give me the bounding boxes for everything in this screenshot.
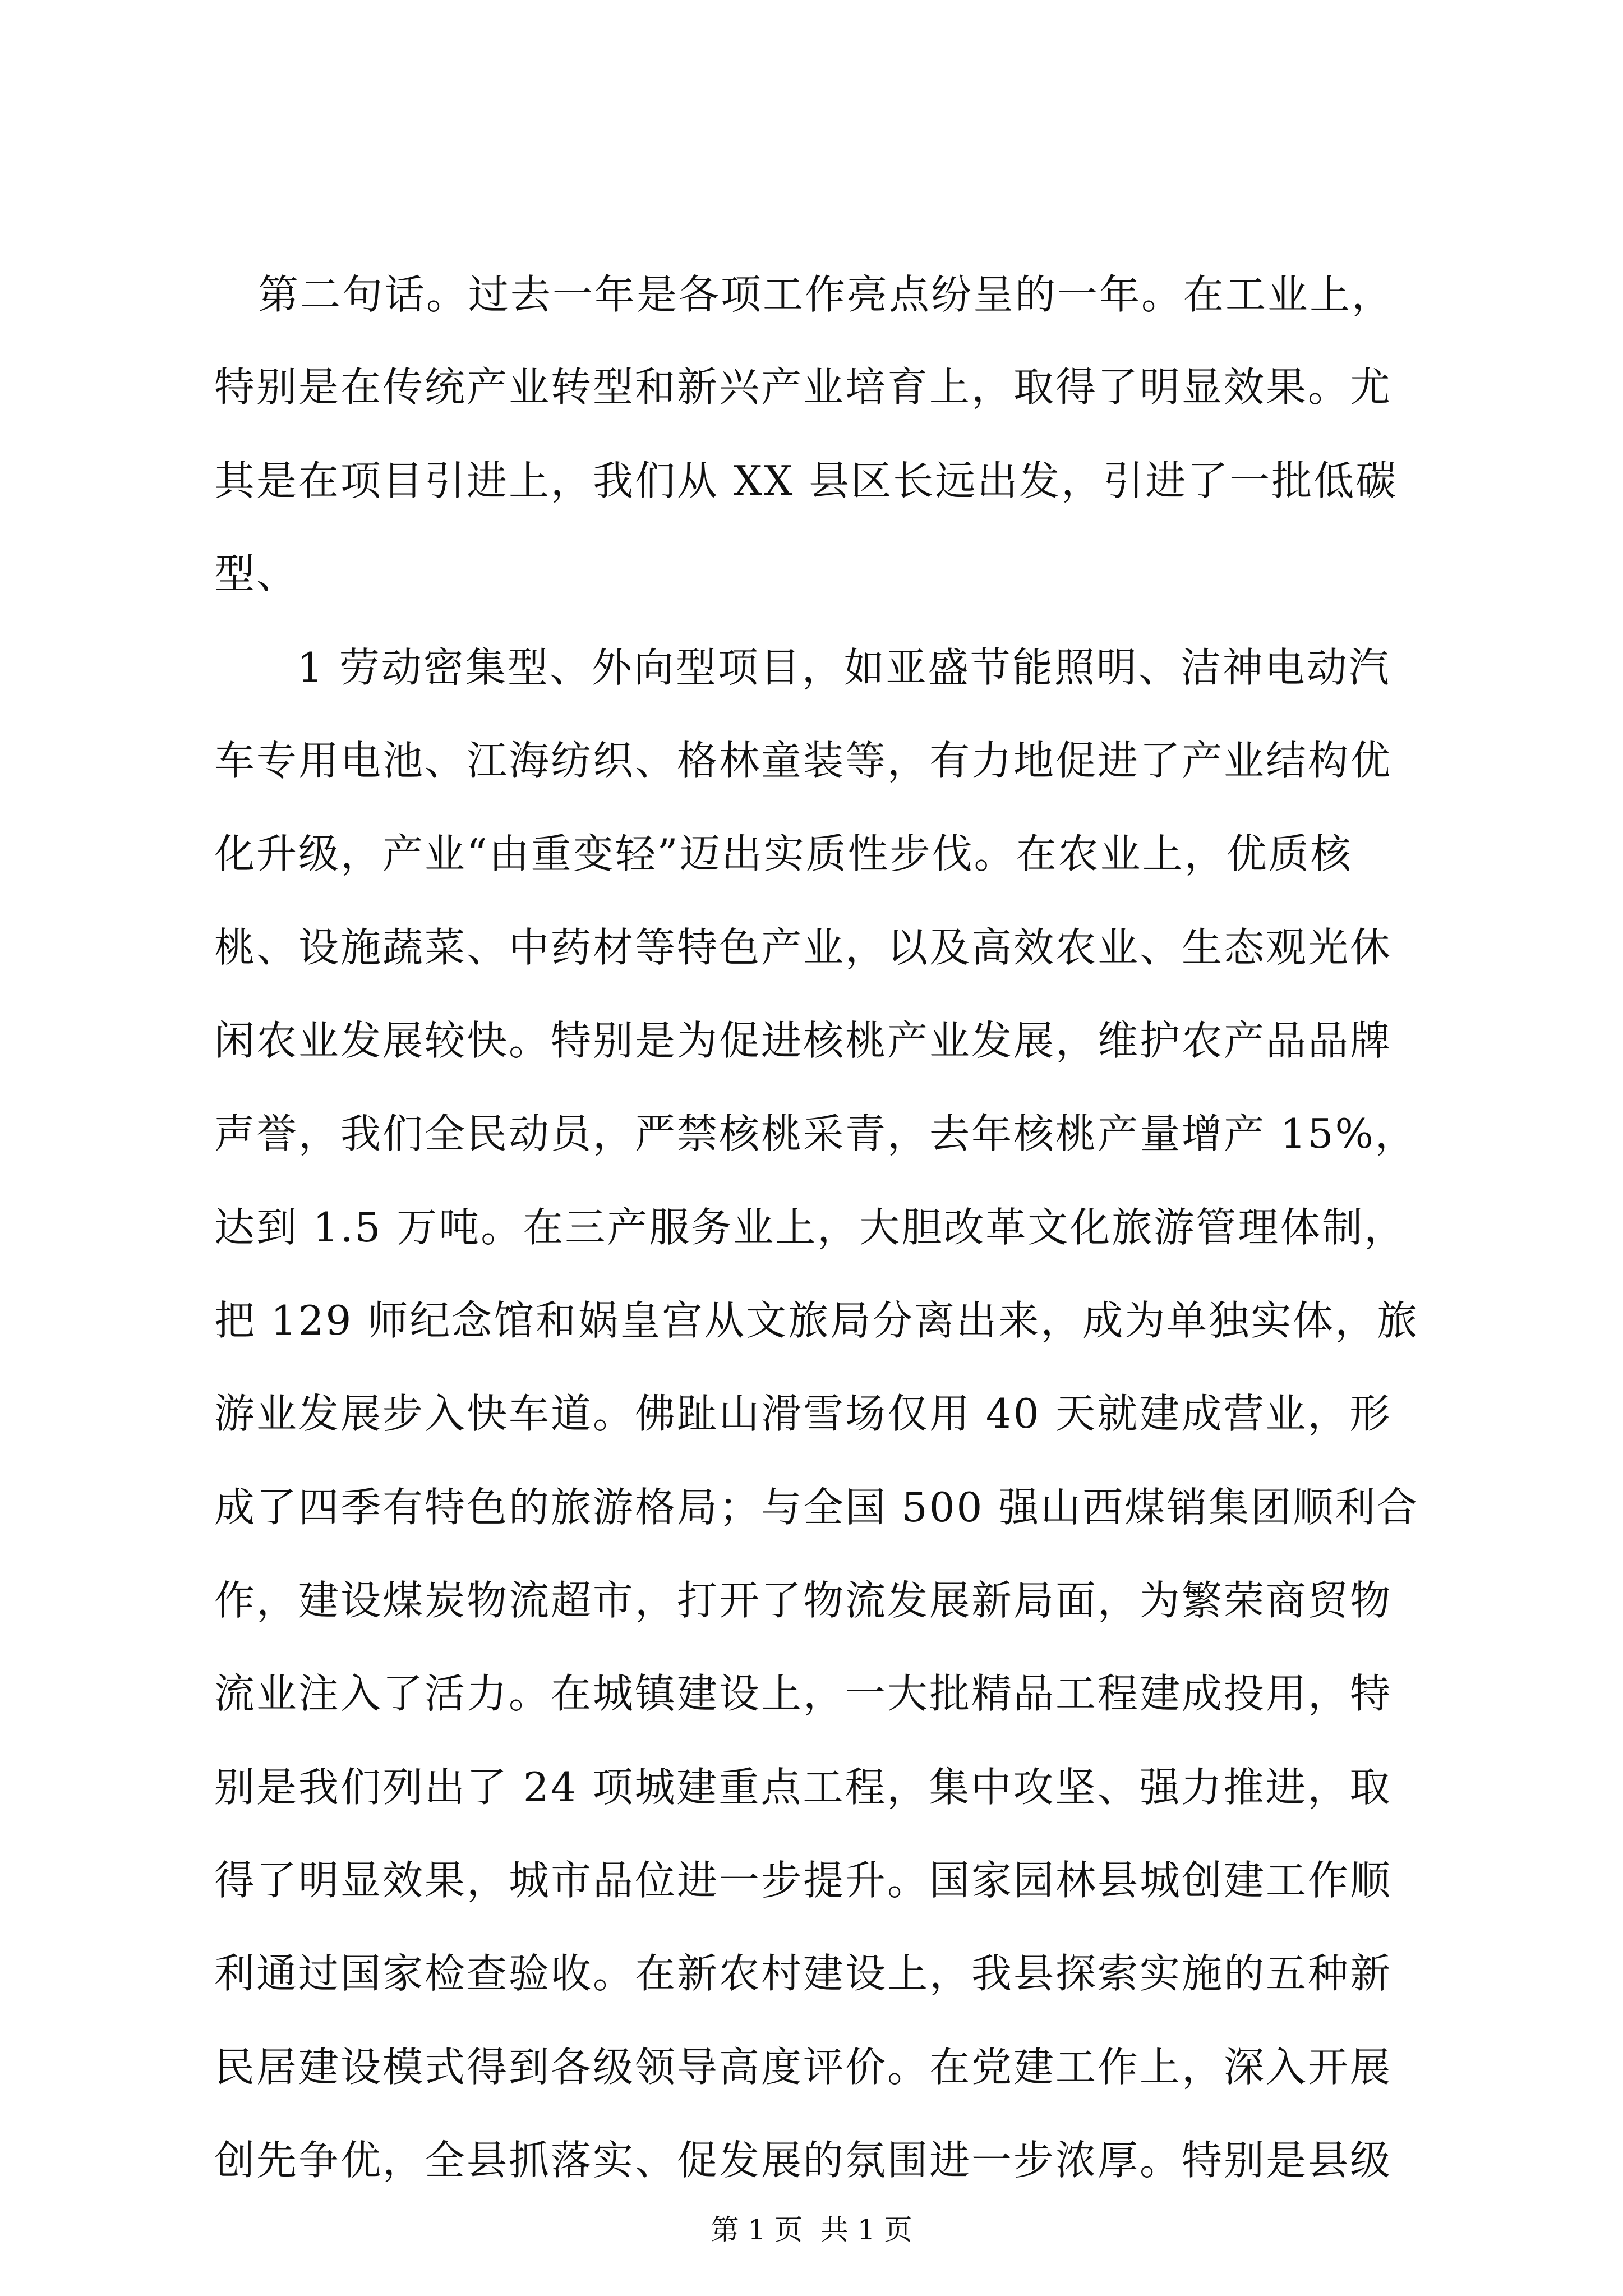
paragraph-line: 利通过国家检查验收。在新农村建设上，我县探索实施的五种新 bbox=[214, 1950, 1393, 1997]
paragraph-line: 别是我们列出了 24 项城建重点工程，集中攻坚、强力推进，取 bbox=[214, 1764, 1392, 1811]
paragraph-line: 民居建设模式得到各级领导高度评价。在党建工作上，深入开展 bbox=[214, 2044, 1393, 2091]
paragraph-line: 1 劳动密集型、外向型项目，如亚盛节能照明、洁神电动汽 bbox=[297, 644, 1391, 691]
paragraph-line: 型、 bbox=[214, 550, 299, 597]
page-footer: 第 1 页 共 1 页 bbox=[711, 2214, 912, 2246]
paragraph-line: 特别是在传统产业转型和新兴产业培育上，取得了明显效果。尤 bbox=[214, 364, 1393, 411]
paragraph-line: 把 129 师纪念馆和娲皇宫从文旅局分离出来，成为单独实体，旅 bbox=[214, 1297, 1419, 1344]
paragraph-line: 桃、设施蔬菜、中药材等特色产业，以及高效农业、生态观光休 bbox=[214, 924, 1393, 971]
paragraph-line: 作，建设煤炭物流超市，打开了物流发展新局面，为繁荣商贸物 bbox=[214, 1577, 1393, 1624]
paragraph-line: 声誉，我们全民动员，严禁核桃采青，去年核桃产量增产 15%， bbox=[214, 1110, 1417, 1157]
paragraph-line: 游业发展步入快车道。佛趾山滑雪场仅用 40 天就建成营业，形 bbox=[214, 1390, 1392, 1437]
paragraph-line: 达到 1.5 万吨。在三产服务业上，大胆改革文化旅游管理体制， bbox=[214, 1204, 1407, 1251]
paragraph-line: 创先争优，全县抓落实、促发展的氛围进一步浓厚。特别是县级 bbox=[214, 2137, 1393, 2184]
paragraph-line: 化升级，产业“由重变轻”迈出实质性步伐。在农业上，优质核 bbox=[214, 830, 1353, 877]
paragraph-line: 车专用电池、江海纺织、格林童装等，有力地促进了产业结构优 bbox=[214, 737, 1393, 784]
paragraph-line: 第二句话。过去一年是各项工作亮点纷呈的一年。在工业上， bbox=[258, 271, 1394, 318]
paragraph-line: 得了明显效果，城市品位进一步提升。国家园林县城创建工作顺 bbox=[214, 1857, 1393, 1904]
paragraph-line: 其是在项目引进上，我们从 XX 县区长远出发，引进了一批低碳 bbox=[214, 457, 1398, 504]
paragraph-line: 流业注入了活力。在城镇建设上，一大批精品工程建成投用，特 bbox=[214, 1670, 1393, 1717]
paragraph-line: 闲农业发展较快。特别是为促进核桃产业发展，维护农产品品牌 bbox=[214, 1017, 1393, 1064]
paragraph-line: 成了四季有特色的旅游格局；与全国 500 强山西煤销集团顺利合 bbox=[214, 1484, 1419, 1531]
